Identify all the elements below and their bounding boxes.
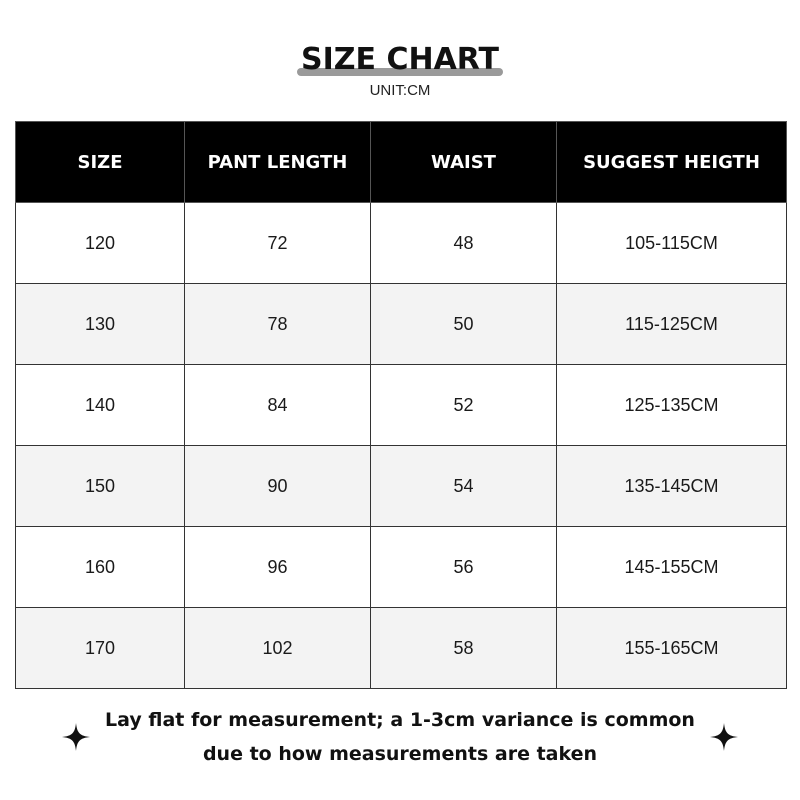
measurement-note [100,703,700,771]
cell-waist: 56 [371,527,557,608]
cell-waist: 48 [371,203,557,284]
column-header-waist: WAIST [371,122,557,203]
cell-size: 120 [16,203,185,284]
table-row [16,446,787,527]
cell-size: 160 [16,527,185,608]
title-block [0,40,800,99]
column-header-size: SIZE [16,122,185,203]
size-chart-table [15,121,787,689]
sparkle-star-icon [710,723,738,751]
unit-label: UNIT:CM [369,82,431,99]
cell-waist: 54 [371,446,557,527]
cell-pant-length: 90 [185,446,371,527]
cell-pant-length: 96 [185,527,371,608]
cell-pant-length: 102 [185,608,371,689]
table-header-row [16,122,787,203]
cell-suggest-height: 105-115CM [557,203,787,284]
page-title-text: SIZE CHART [300,42,500,77]
cell-suggest-height: 115-125CM [557,284,787,365]
table-row [16,527,787,608]
page-title [297,40,503,80]
sparkle-star-icon [62,723,90,751]
cell-size: 130 [16,284,185,365]
cell-pant-length: 78 [185,284,371,365]
cell-waist: 50 [371,284,557,365]
table-row [16,365,787,446]
cell-suggest-height: 155-165CM [557,608,787,689]
cell-suggest-height: 125-135CM [557,365,787,446]
measurement-note-line-1: Lay flat for measurement; a 1-3cm variance is common [105,709,695,731]
cell-waist: 58 [371,608,557,689]
measurement-note-line-2: due to how measurements are taken [202,743,598,765]
cell-size: 140 [16,365,185,446]
cell-suggest-height: 135-145CM [557,446,787,527]
cell-pant-length: 84 [185,365,371,446]
table-row [16,203,787,284]
column-header-pant-length: PANT LENGTH [185,122,371,203]
cell-suggest-height: 145-155CM [557,527,787,608]
table-row [16,284,787,365]
column-header-suggest-height: SUGGEST HEIGTH [557,122,787,203]
table-row [16,608,787,689]
cell-waist: 52 [371,365,557,446]
cell-size: 170 [16,608,185,689]
cell-pant-length: 72 [185,203,371,284]
cell-size: 150 [16,446,185,527]
